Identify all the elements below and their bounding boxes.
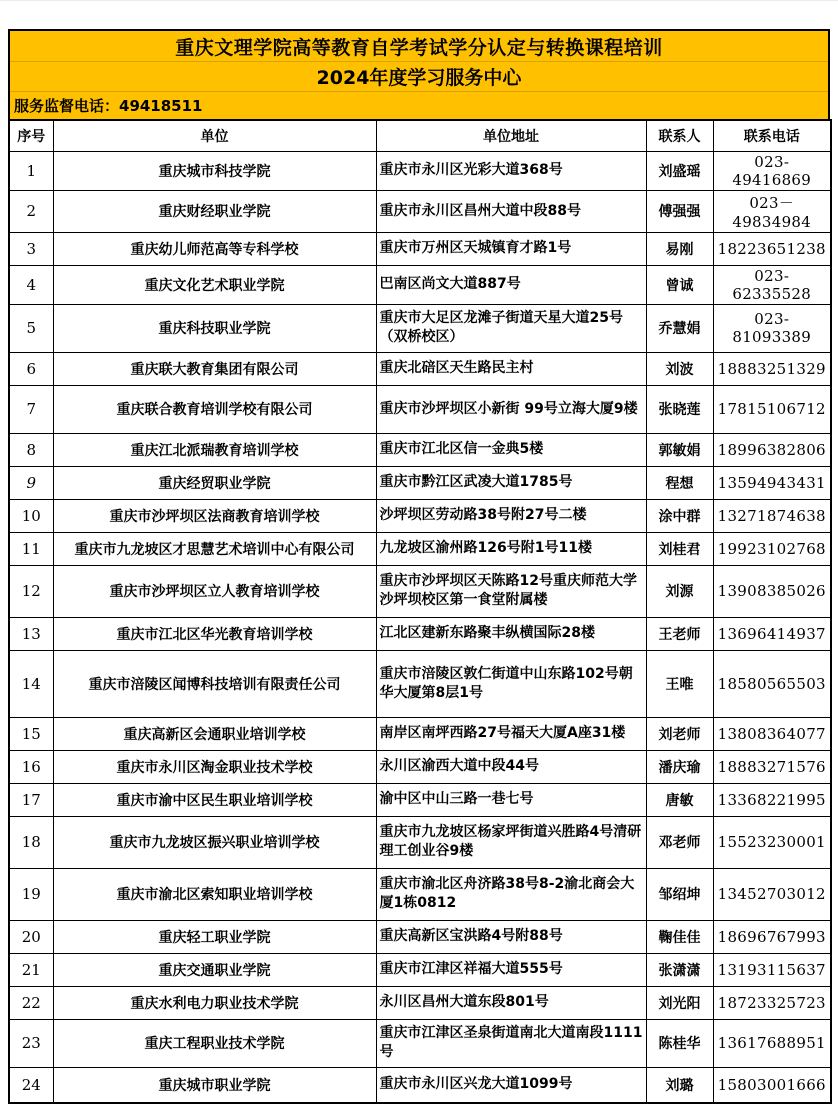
column-header-phone: 联系电话: [713, 120, 831, 151]
cell-address: 重庆市万州区天城镇育才路1号: [376, 232, 646, 265]
cell-contact: 王唯: [646, 650, 713, 717]
cell-seq: 18: [9, 816, 53, 868]
cell-seq: 6: [9, 352, 53, 385]
page-subtitle: 2024年度学习服务中心: [10, 61, 828, 91]
cell-seq: 5: [9, 304, 53, 352]
cell-contact: 张晓莲: [646, 385, 713, 433]
table-row: [9, 868, 831, 920]
cell-address: 重庆市黔江区武凌大道1785号: [376, 466, 646, 499]
cell-unit: 重庆交通职业学院: [53, 953, 376, 986]
cell-phone: 13452703012: [713, 868, 831, 920]
cell-phone: 13368221995: [713, 783, 831, 816]
cell-phone: 18580565503: [713, 650, 831, 717]
column-header-address: 单位地址: [376, 120, 646, 151]
cell-unit: 重庆水利电力职业技术学院: [53, 986, 376, 1019]
cell-address: 渝中区中山三路一巷七号: [376, 783, 646, 816]
table-row: [9, 499, 831, 532]
cell-address: 重庆市沙坪坝区小新街 99号立海大厦9楼: [376, 385, 646, 433]
cell-phone: 13617688951: [713, 1019, 831, 1067]
cell-address: 沙坪坝区劳动路38号附27号二楼: [376, 499, 646, 532]
cell-unit: 重庆市沙坪坝区立人教育培训学校: [53, 565, 376, 617]
cell-contact: 王老师: [646, 617, 713, 650]
cell-contact: 唐敏: [646, 783, 713, 816]
cell-contact: 刘波: [646, 352, 713, 385]
cell-address: 永川区昌州大道东段801号: [376, 986, 646, 1019]
table-row: [9, 352, 831, 385]
cell-contact: 傅强强: [646, 190, 713, 232]
title-banner: [8, 29, 830, 119]
cell-seq: 19: [9, 868, 53, 920]
cell-address: 重庆市渝北区舟济路38号8-2渝北商会大厦1栋0812: [376, 868, 646, 920]
cell-seq: 16: [9, 750, 53, 783]
cell-unit: 重庆市涪陵区闻博科技培训有限责任公司: [53, 650, 376, 717]
cell-contact: 刘光阳: [646, 986, 713, 1019]
cell-seq: 2: [9, 190, 53, 232]
cell-seq: 10: [9, 499, 53, 532]
cell-phone: 15523230001: [713, 816, 831, 868]
cell-seq: 14: [9, 650, 53, 717]
cell-phone: 13696414937: [713, 617, 831, 650]
cell-unit: 重庆联大教育集团有限公司: [53, 352, 376, 385]
service-supervision-phone: 服务监督电话：49418511: [10, 91, 828, 119]
cell-address: 重庆市九龙坡区杨家坪街道兴胜路4号清研理工创业谷9楼: [376, 816, 646, 868]
cell-unit: 重庆科技职业学院: [53, 304, 376, 352]
cell-unit: 重庆市永川区淘金职业技术学校: [53, 750, 376, 783]
cell-unit: 重庆财经职业学院: [53, 190, 376, 232]
cell-unit: 重庆市沙坪坝区法商教育培训学校: [53, 499, 376, 532]
column-header-seq: 序号: [9, 120, 53, 151]
cell-contact: 潘庆瑜: [646, 750, 713, 783]
table-row: [9, 1067, 831, 1103]
service-center-table: [8, 119, 832, 1104]
cell-unit: 重庆市渝中区民生职业培训学校: [53, 783, 376, 816]
cell-contact: 曾诚: [646, 265, 713, 304]
page-title: 重庆文理学院高等教育自学考试学分认定与转换课程培训: [175, 36, 663, 59]
cell-unit: 重庆市江北区华光教育培训学校: [53, 617, 376, 650]
cell-unit: 重庆轻工职业学院: [53, 920, 376, 953]
cell-contact: 程想: [646, 466, 713, 499]
cell-address: 巴南区尚文大道887号: [376, 265, 646, 304]
cell-contact: 刘桂君: [646, 532, 713, 565]
cell-unit: 重庆文化艺术职业学院: [53, 265, 376, 304]
cell-phone: 13908385026: [713, 565, 831, 617]
cell-seq: 11: [9, 532, 53, 565]
cell-unit: 重庆市渝北区索知职业培训学校: [53, 868, 376, 920]
table-row: [9, 385, 831, 433]
table-row: [9, 783, 831, 816]
cell-contact: 邓老师: [646, 816, 713, 868]
cell-contact: 刘老师: [646, 717, 713, 750]
table-row: [9, 986, 831, 1019]
cell-seq: 13: [9, 617, 53, 650]
cell-seq: 22: [9, 986, 53, 1019]
cell-address: 重庆市沙坪坝区天陈路12号重庆师范大学沙坪坝校区第一食堂附属楼: [376, 565, 646, 617]
cell-address: 九龙坡区渝州路126号附1号11楼: [376, 532, 646, 565]
table-row: [9, 565, 831, 617]
cell-phone: 18883271576: [713, 750, 831, 783]
cell-phone: 023-62335528: [713, 265, 831, 304]
cell-phone: 15803001666: [713, 1067, 831, 1103]
table-row: [9, 750, 831, 783]
cell-unit: 重庆经贸职业学院: [53, 466, 376, 499]
cell-address: 永川区渝西大道中段44号: [376, 750, 646, 783]
cell-contact: 刘盛瑶: [646, 151, 713, 190]
table-row: [9, 1019, 831, 1067]
table-row: [9, 433, 831, 466]
cell-phone: 18996382806: [713, 433, 831, 466]
table-row: [9, 304, 831, 352]
document-sheet: [8, 29, 830, 1104]
cell-phone: 18696767993: [713, 920, 831, 953]
table-body: [9, 151, 831, 1103]
cell-seq: 15: [9, 717, 53, 750]
table-row: [9, 717, 831, 750]
cell-unit: 重庆市九龙坡区振兴职业培训学校: [53, 816, 376, 868]
cell-phone: 13594943431: [713, 466, 831, 499]
cell-seq: 21: [9, 953, 53, 986]
cell-seq: 3: [9, 232, 53, 265]
cell-unit: 重庆高新区会通职业培训学校: [53, 717, 376, 750]
cell-phone: 18883251329: [713, 352, 831, 385]
cell-phone: 18223651238: [713, 232, 831, 265]
cell-contact: 张潇潇: [646, 953, 713, 986]
cell-unit: 重庆城市科技学院: [53, 151, 376, 190]
cell-phone: 023-49416869: [713, 151, 831, 190]
cell-contact: 刘源: [646, 565, 713, 617]
table-row: [9, 816, 831, 868]
cell-contact: 邹绍坤: [646, 868, 713, 920]
cell-address: 重庆北碚区天生路民主村: [376, 352, 646, 385]
table-row: [9, 190, 831, 232]
cell-seq: 12: [9, 565, 53, 617]
cell-phone: 18723325723: [713, 986, 831, 1019]
table-row: [9, 466, 831, 499]
table-row: [9, 650, 831, 717]
cell-seq: 23: [9, 1019, 53, 1067]
cell-unit: 重庆江北派瑞教育培训学校: [53, 433, 376, 466]
cell-seq: 24: [9, 1067, 53, 1103]
cell-contact: 刘璐: [646, 1067, 713, 1103]
cell-phone: 023-81093389: [713, 304, 831, 352]
table-header: [9, 120, 831, 151]
cell-address: 江北区建新东路聚丰纵横国际28楼: [376, 617, 646, 650]
cell-contact: 郭敏娟: [646, 433, 713, 466]
cell-phone: 023－49834984: [713, 190, 831, 232]
cell-unit: 重庆城市职业学院: [53, 1067, 376, 1103]
cell-contact: 涂中群: [646, 499, 713, 532]
cell-phone: 13271874638: [713, 499, 831, 532]
table-row: [9, 232, 831, 265]
cell-address: 重庆市涪陵区敦仁街道中山东路102号朝华大厦第8层1号: [376, 650, 646, 717]
cell-address: 重庆市江北区信一金典5楼: [376, 433, 646, 466]
cell-address: 重庆市永川区光彩大道368号: [376, 151, 646, 190]
cell-seq: 9: [9, 466, 53, 499]
cell-seq: 17: [9, 783, 53, 816]
table-row: [9, 920, 831, 953]
cell-unit: 重庆幼儿师范高等专科学校: [53, 232, 376, 265]
cell-contact: 乔慧娟: [646, 304, 713, 352]
cell-address: 重庆高新区宝洪路4号附88号: [376, 920, 646, 953]
column-header-unit: 单位: [53, 120, 376, 151]
cell-seq: 1: [9, 151, 53, 190]
cell-seq: 4: [9, 265, 53, 304]
table-row: [9, 265, 831, 304]
cell-address: 南岸区南坪西路27号福天大厦A座31楼: [376, 717, 646, 750]
cell-seq: 7: [9, 385, 53, 433]
table-row: [9, 617, 831, 650]
cell-contact: 鞠佳佳: [646, 920, 713, 953]
column-header-contact: 联系人: [646, 120, 713, 151]
table-row: [9, 151, 831, 190]
table-header-row: [9, 120, 831, 151]
table-row: [9, 953, 831, 986]
cell-unit: 重庆工程职业技术学院: [53, 1019, 376, 1067]
cell-phone: 17815106712: [713, 385, 831, 433]
cell-address: 重庆市永川区昌州大道中段88号: [376, 190, 646, 232]
cell-address: 重庆市大足区龙滩子街道天星大道25号（双桥校区）: [376, 304, 646, 352]
cell-seq: 20: [9, 920, 53, 953]
cell-address: 重庆市永川区兴龙大道1099号: [376, 1067, 646, 1103]
cell-phone: 13193115637: [713, 953, 831, 986]
cell-unit: 重庆市九龙坡区才思慧艺术培训中心有限公司: [53, 532, 376, 565]
cell-unit: 重庆联合教育培训学校有限公司: [53, 385, 376, 433]
cell-contact: 易刚: [646, 232, 713, 265]
cell-contact: 陈桂华: [646, 1019, 713, 1067]
cell-phone: 19923102768: [713, 532, 831, 565]
table-row: [9, 532, 831, 565]
cell-seq: 8: [9, 433, 53, 466]
cell-address: 重庆市江津区祥福大道555号: [376, 953, 646, 986]
cell-phone: 13808364077: [713, 717, 831, 750]
cell-address: 重庆市江津区圣泉街道南北大道南段1111号: [376, 1019, 646, 1067]
